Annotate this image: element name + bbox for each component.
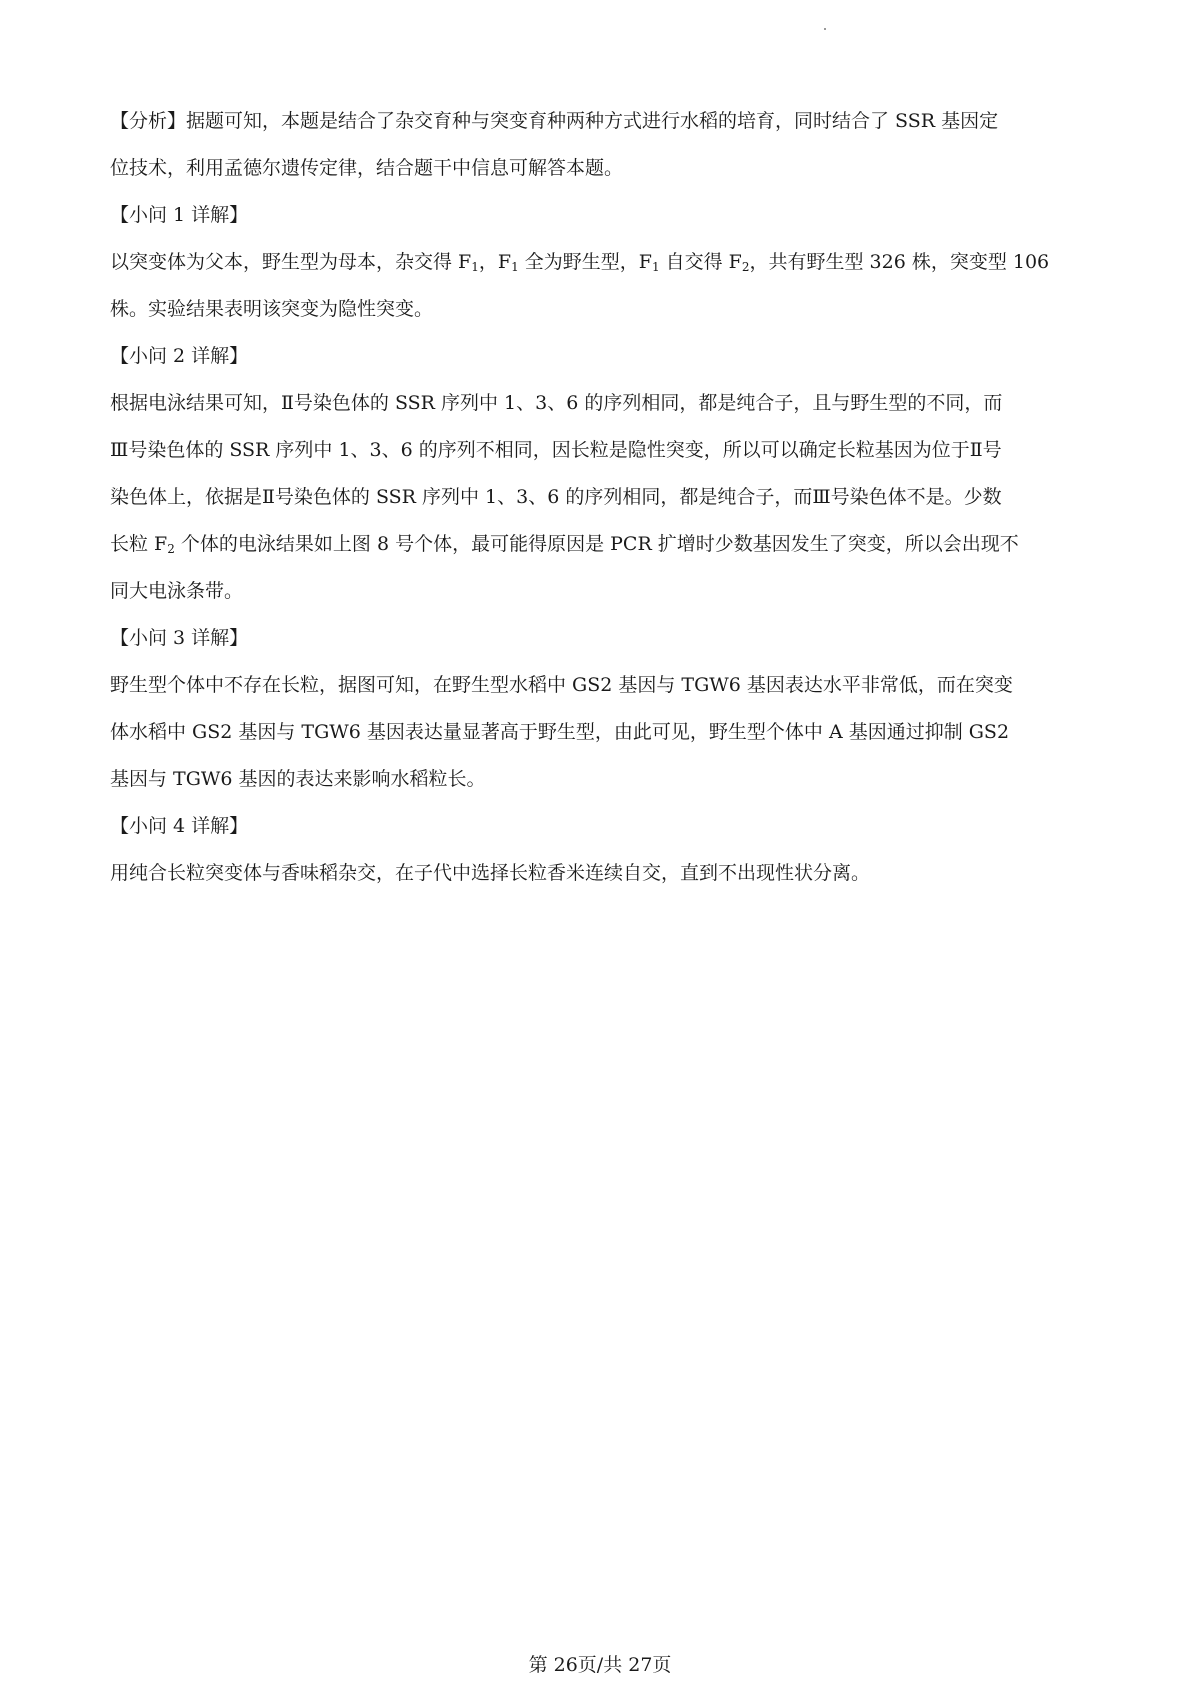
q1-line-1 [110,239,1100,286]
q2-text-b: 个体的电泳结果如上图 8 号个体，最可能得原因是 PCR 扩增时少数基因发生了突变，所以会出现不 [174,533,1019,555]
q3-line-3: 基因与 TGW6 基因的表达来影响水稻粒长。 [110,768,486,790]
analysis-text-1: 据题可知，本题是结合了杂交育种与突变育种两种方式进行水稻的培育，同时结合了 SSR 基因定 [186,110,999,132]
q2-text-a: 长粒 F [110,533,168,555]
q3-line-2: 体水稻中 GS2 基因与 TGW6 基因表达量显著高于野生型，由此可见，野生型个体中 A 基因通过抑制 GS2 [110,721,1010,743]
q1-text-c: 全为野生型，F [518,251,652,273]
analysis-line-1 [110,98,1100,145]
q4-heading: 【小问 4 详解】 [110,815,249,837]
q1-heading: 【小问 1 详解】 [110,204,249,226]
q3-line-1: 野生型个体中不存在长粒，据图可知，在野生型水稻中 GS2 基因与 TGW6 基因表达水平非常低，而在突变 [110,674,1013,696]
q2-sub: 2 [167,542,175,556]
q1-line-2: 株。实验结果表明该突变为隐性突变。 [110,298,434,320]
q2-heading: 【小问 2 详解】 [110,345,249,367]
q2-line-3: 染色体上，依据是Ⅱ号染色体的 SSR 序列中 1、3、6 的序列相同，都是纯合子，而Ⅲ号染色体不是。少数 [110,486,1002,508]
document-body [110,98,1100,897]
q2-line-4 [110,521,1100,568]
q1-text-b: ，F [478,251,512,273]
q1-sub-2: 1 [511,260,519,274]
q1-text-a: 以突变体为父本，野生型为母本，杂交得 F [110,251,472,273]
analysis-line-2: 位技术，利用孟德尔遗传定律，结合题干中信息可解答本题。 [110,157,624,179]
q2-line-1: 根据电泳结果可知，Ⅱ号染色体的 SSR 序列中 1、3、6 的序列相同，都是纯合子，且与野生型的不同，而 [110,392,1003,414]
page-number: 第 26页/共 27页 [528,1654,672,1676]
q1-text-e: ，共有野生型 326 株，突变型 106 [749,251,1050,273]
q2-line-5: 同大电泳条带。 [110,580,244,602]
scan-dot [824,28,826,30]
q1-text-d: 自交得 F [659,251,742,273]
q1-sub-3: 1 [651,260,660,274]
q2-line-2: Ⅲ号染色体的 SSR 序列中 1、3、6 的序列不相同，因长粒是隐性突变，所以可以确定长粒基因为位于Ⅱ号 [110,439,1002,461]
q1-sub-4: 2 [741,260,750,274]
q4-line-1: 用纯合长粒突变体与香味稻杂交，在子代中选择长粒香米连续自交，直到不出现性状分离。 [110,862,871,884]
q1-sub-1: 1 [471,260,479,274]
q3-heading: 【小问 3 详解】 [110,627,249,649]
analysis-label: 【分析】 [110,110,187,132]
